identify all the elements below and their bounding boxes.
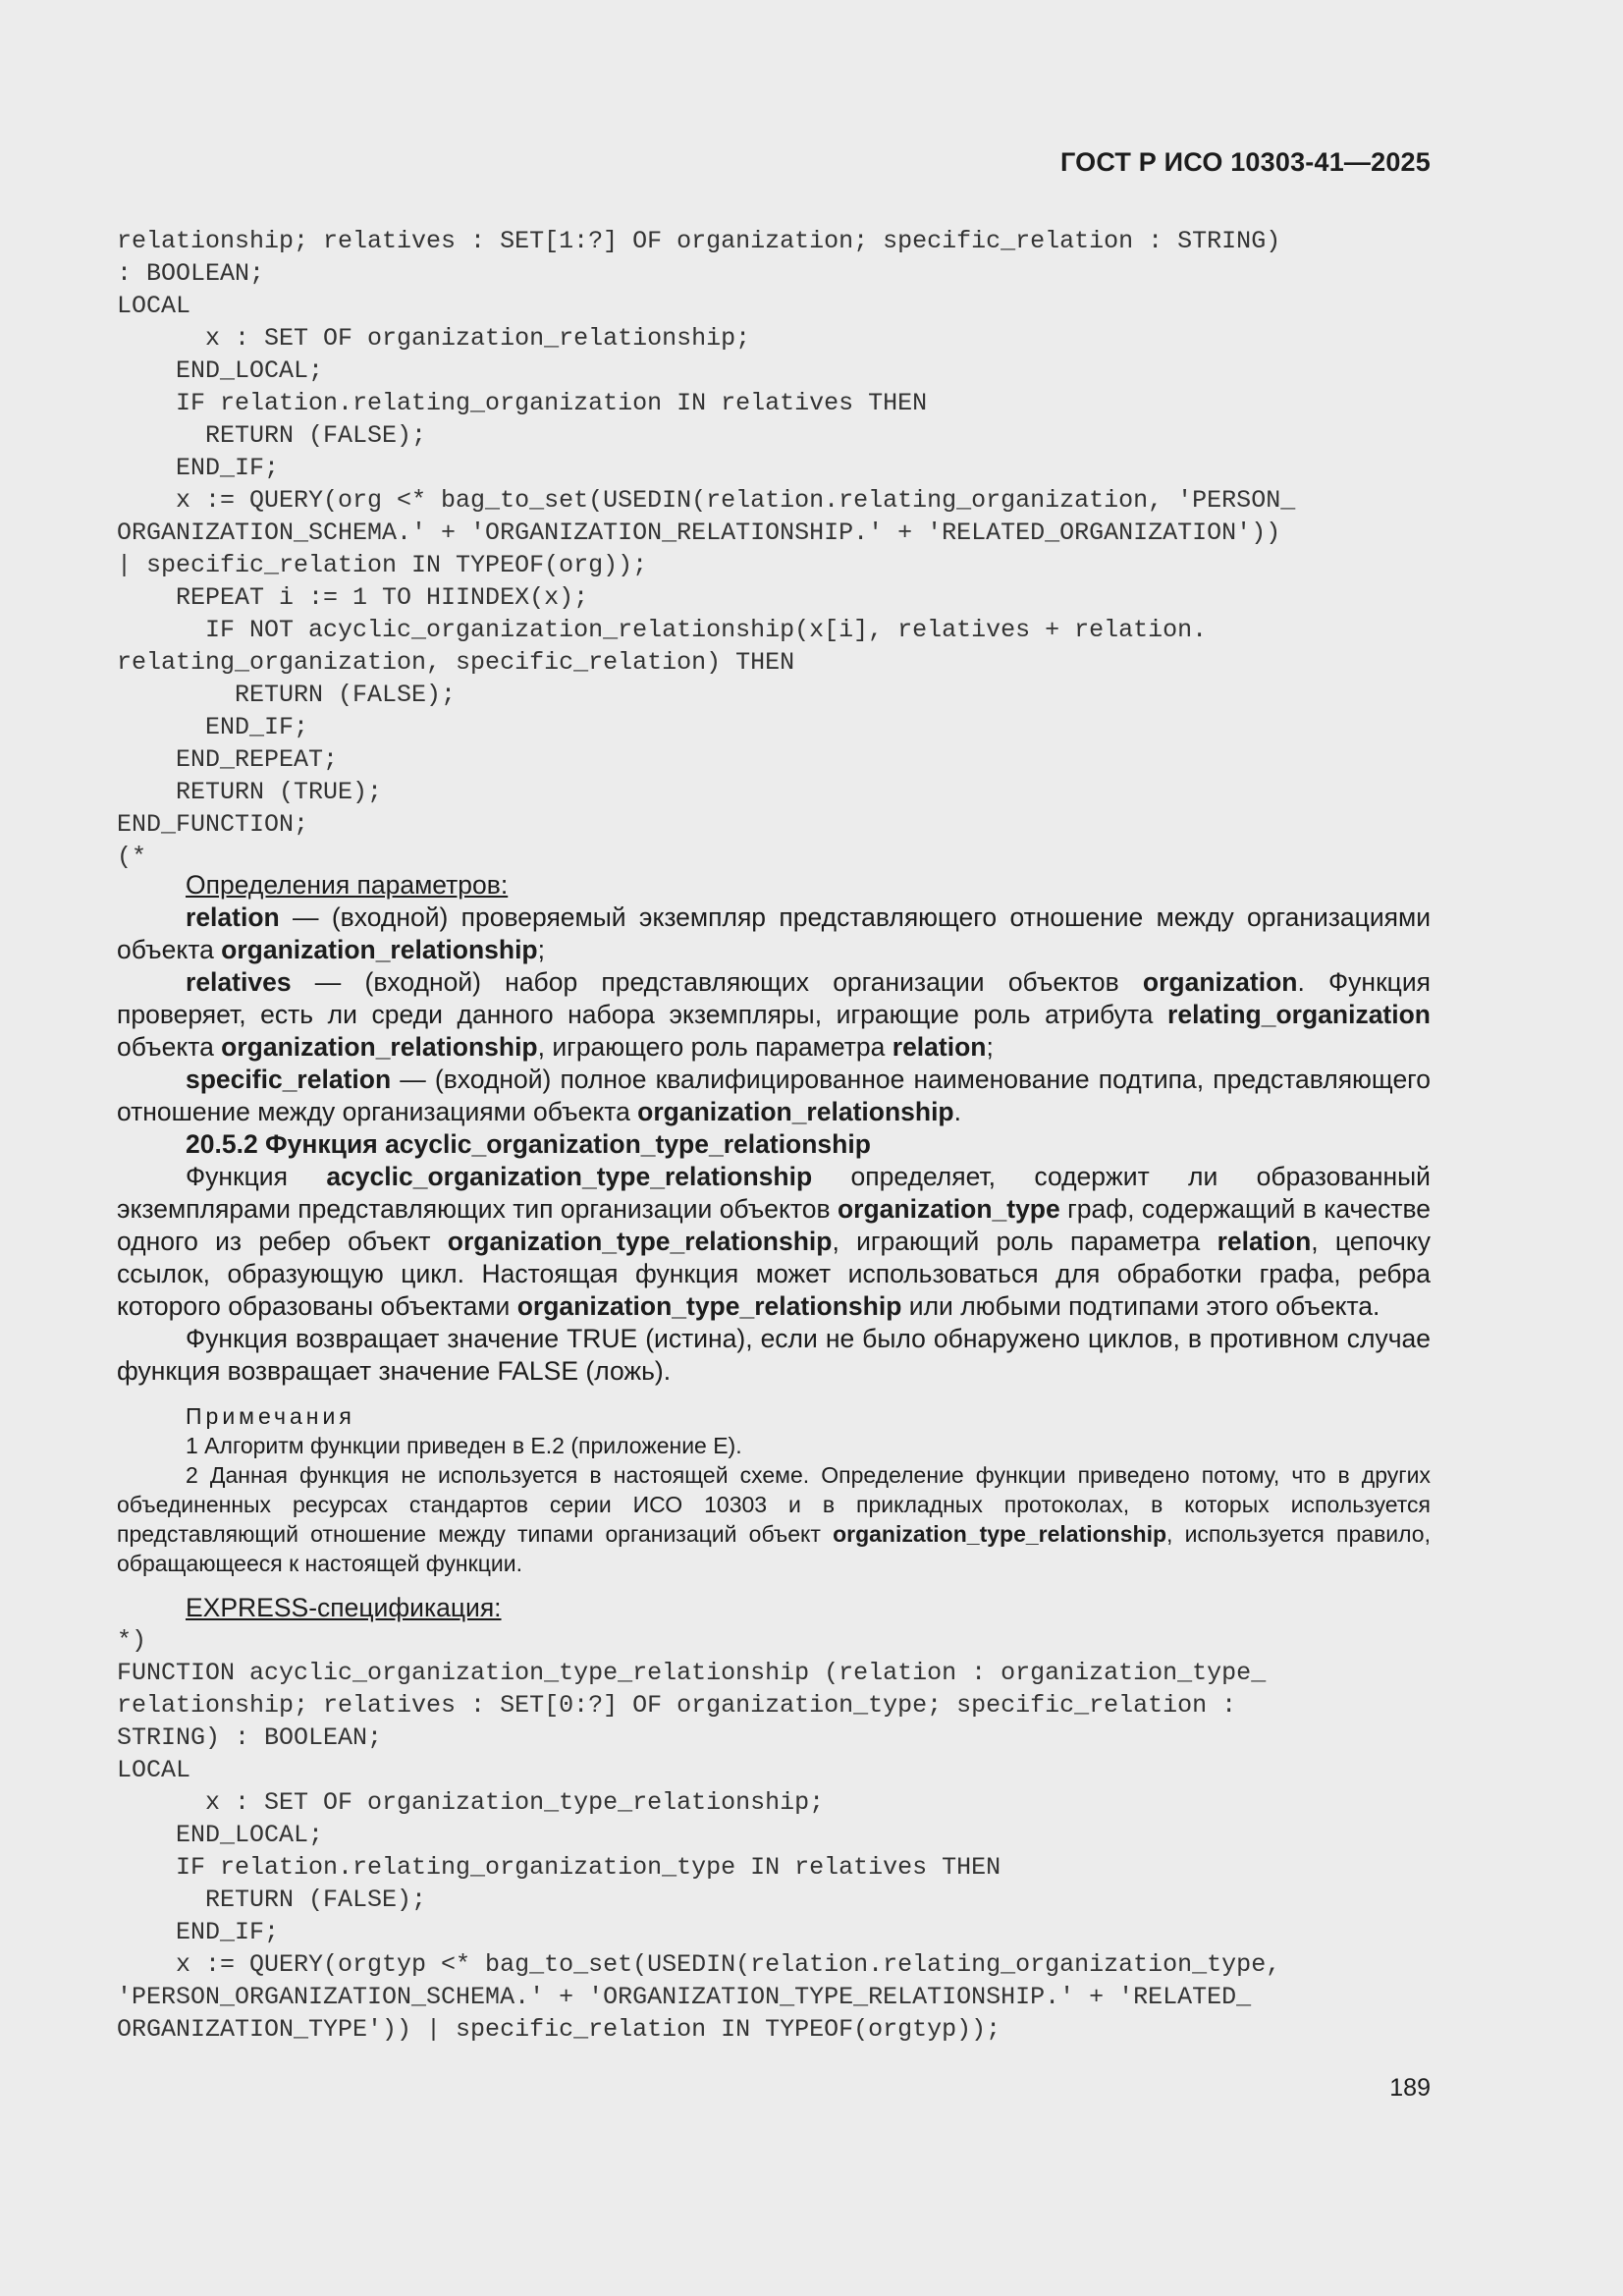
param-relatives: relatives — (входной) набор представляющих организации объектов organization. Функция проверяет, есть ли среди данного набора экземпляры, играющие роль атрибута relating_organization объекта organization_relationship, играющего роль параметра relation; [117, 967, 1431, 1062]
code-line: relationship; relatives : SET[0:?] OF organization_type; specific_relation : [117, 1691, 1237, 1720]
note-1: 1 Алгоритм функции приведен в Е.2 (приложение Е). [186, 1433, 742, 1458]
note-2: 2 Данная функция не используется в настоящей схеме. Определение функции приведено потому, что в других объединенных ресурсах стандартов серии ИСО 10303 и в прикладных протоколах, в которых используется представляющий отношение между типами организаций объект organization_type_relationship, используется правило, обращающееся к настоящей функции. [117, 1462, 1431, 1576]
code-line: END_IF; [117, 454, 280, 482]
code-line: 'PERSON_ORGANIZATION_SCHEMA.' + 'ORGANIZATION_TYPE_RELATIONSHIP.' + 'RELATED_ [117, 1983, 1252, 2011]
code-line: x : SET OF organization_type_relationship; [117, 1788, 825, 1817]
code-line: END_LOCAL; [117, 1821, 324, 1849]
code-line: END_IF; [117, 713, 309, 741]
code-line: LOCAL [117, 1756, 191, 1784]
text-section [117, 869, 1431, 1624]
page-number: 189 [1389, 2074, 1431, 2102]
code-line: LOCAL [117, 292, 191, 320]
code-line: FUNCTION acyclic_organization_type_relationship (relation : organization_type_ [117, 1659, 1267, 1687]
code-line: (* [117, 843, 147, 871]
code-block-2 [117, 1624, 1431, 2046]
express-code [117, 1624, 1431, 2046]
code-line: IF relation.relating_organization_type IN relatives THEN [117, 1853, 1001, 1882]
description-paragraph-1: Функция acyclic_organization_type_relationship определяет, содержит ли образованный экземплярами представляющих тип организации объектов organization_type граф, содержащий в качестве одного из ребер объект organization_type_relationship, играющий роль параметра relation, цепочку ссылок, образующую цикл. Настоящая функция может использоваться для обработки графа, ребра которого образованы объектами organization_type_relationship или любыми подтипами этого объекта. [117, 1162, 1432, 1321]
code-line: END_IF; [117, 1918, 280, 1946]
param-specific-relation: specific_relation — (входной) полное квалифицированное наименование подтипа, представляющего отношение между организациями объекта organization_relationship. [117, 1065, 1431, 1126]
code-line: x : SET OF organization_relationship; [117, 324, 751, 353]
code-line: *) [117, 1626, 147, 1655]
code-line: IF NOT acyclic_organization_relationship(x[i], relatives + relation. [117, 616, 1208, 644]
code-line: RETURN (FALSE); [117, 681, 457, 709]
express-heading: EXPRESS-спецификация: [186, 1593, 502, 1622]
code-block-1 [117, 225, 1431, 873]
code-line: RETURN (TRUE); [117, 778, 383, 806]
code-line: x := QUERY(org <* bag_to_set(USEDIN(relation.relating_organization, 'PERSON_ [117, 486, 1296, 515]
code-line: IF relation.relating_organization IN relatives THEN [117, 389, 928, 417]
code-line: relating_organization, specific_relation) THEN [117, 648, 795, 677]
code-line: : BOOLEAN; [117, 259, 265, 288]
code-line: END_LOCAL; [117, 356, 324, 385]
code-line: END_REPEAT; [117, 745, 339, 774]
code-line: ORGANIZATION_TYPE')) | specific_relation IN TYPEOF(orgtyp)); [117, 2015, 1001, 2044]
code-line: ORGANIZATION_SCHEMA.' + 'ORGANIZATION_RELATIONSHIP.' + 'RELATED_ORGANIZATION')) [117, 519, 1281, 547]
code-line: REPEAT i := 1 TO HIINDEX(x); [117, 583, 589, 612]
param-relation: relation — (входной) проверяемый экземпляр представляющего отношение между организациями объекта organization_relationship; [117, 902, 1431, 964]
description-paragraph-2: Функция возвращает значение TRUE (истина), если не было обнаружено циклов, в противном случае функция возвращает значение FALSE (ложь). [117, 1324, 1431, 1386]
code-line: x := QUERY(orgtyp <* bag_to_set(USEDIN(relation.relating_organization_type, [117, 1950, 1281, 1979]
code-line: RETURN (FALSE); [117, 1886, 427, 1914]
code-line: STRING) : BOOLEAN; [117, 1723, 383, 1752]
document-header: ГОСТ Р ИСО 10303-41—2025 [1060, 147, 1431, 177]
code-line: END_FUNCTION; [117, 810, 309, 839]
notes-title: Примечания [186, 1403, 355, 1429]
code-line: | specific_relation IN TYPEOF(org)); [117, 551, 648, 579]
code-line: RETURN (FALSE); [117, 421, 427, 450]
express-code [117, 225, 1431, 873]
section-heading: 20.5.2 Функция acyclic_organization_type_relationship [186, 1129, 871, 1159]
code-line: relationship; relatives : SET[1:?] OF organization; specific_relation : STRING) [117, 227, 1281, 255]
params-heading: Определения параметров: [186, 870, 509, 900]
